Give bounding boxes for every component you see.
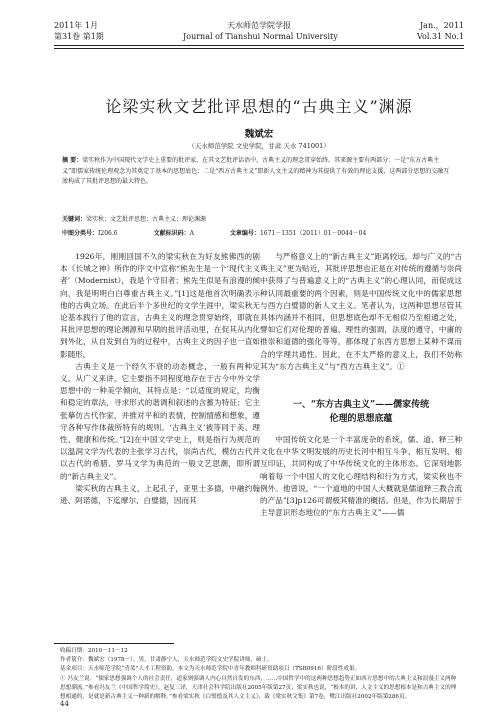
body-column-left (60, 251, 260, 507)
header-journal-cn: 天水师范学院学报 (226, 21, 291, 30)
footnote-1: ① 冯友兰说：“儒家思想强调个人的社会责任，道家则强调人内心自然自发的东西，……中国哲学中的这两种思想趋势正如西方思想中的古典主义和浪漫主义两种思想潮流。”参看冯友兰《中国哲学简史》，赵复三译，天津社会科学院出版社2005年版第27页；梁实秋也说，“根本的讲，人文主义的思想根本是和古典主义的理想相通的，是就是新古典主义一种新的解释。”参看梁实秋《白璧德及其人文主义》，载《梁实秋文集》第7卷，鹭江出版社2002年版第286页。 (60, 675, 457, 701)
doc-code-label: 文献标识码： (153, 230, 190, 237)
section-heading-line1: 一、“东方古典主义”——儒家传统 (292, 400, 430, 410)
footnotes (60, 647, 460, 702)
header-journal-en: Journal of Tianshui Normal University (183, 32, 338, 41)
abstract-text: 梁实秋作为中国现代文学史上重要的批评家，在其文艺批评话语中，古典主义的理念贯穿始终。其来源主要有两部分：一是“东方古典主义”即儒家传统伦理观念为其奠定了基本的思想底色；二是“西方古典主义”即新人文主义的精神为其提供了有效的理论支援，这两部分思想的交融互渗构成了其批评思想的最大特色。 (62, 157, 450, 185)
section-heading-line2: 伦理的思想底蕴 (329, 414, 393, 424)
clc-label: 中图分类号： (62, 230, 99, 237)
article-no-value: 1671－1351（2011）01－0044－04 (259, 230, 367, 237)
header-volume: 第31卷 第1期 (54, 32, 104, 41)
received-date: 收稿日期：2010－11－12 (60, 648, 128, 654)
header-volume-en: Vol.31 No.1 (417, 32, 464, 41)
page-number: 44 (60, 700, 69, 708)
body-paragraph: 1926年，刚刚回国不久的梁实秋在为好友熊佛西的剧本《长城之神》所作的序文中宣称“熊先生是一个‘现代主义者’（Modernist），我是个守旧者；熊先生似是有浪漫的倾向，我是明明白白尊重古典主义。”[1]这是他首次明确表示他的古典立场。在此后半个多世纪的文学生涯中，梁实秋无论基本践行了他的宣言，古典主义的理念贯穿始终，即就在其批评思想的理论渊源和早期的批评活动里，在促其从内化到外化，从自发到自为的过程中，古典主义的因子也一直如影随形。 (60, 252, 260, 359)
article-title: 论梁实秋文艺批评思想的“古典主义”渊源 (105, 97, 413, 116)
body-paragraph: 古典主义是一个经久不衰的动态概念，一般有两种定义。从广义来讲，它主要指不同程度地存在于古今中外文学思想中的一种美学倾向，其特点是：“以适度的规定，均衡和稳定的章法，寻求形式的谐调和叙述的含蓄为特征；它主张摹仿古代作家，并推对平和的表情，控制情感和想象，遵守各种写作体裁所特有的规则。‘古典主义’被等同于美、理性、健康和传统。”[2]在中国文学史上，则是指行为规范的以温润文学为代表的主张学习古代，崇尚古代，模仿古代并以古代的希腊、罗马文学为典范的一般文艺思潮，即所谓的“新古典主义”。 (60, 361, 260, 481)
keywords-text: 梁实秋；文艺批评思想；古典主义；理论渊源 (86, 216, 207, 223)
classification-line (62, 228, 462, 237)
article-no-label: 文章编号： (229, 230, 260, 237)
body-column-right-top (260, 251, 462, 373)
clc-value: I206.6 (98, 230, 118, 237)
keywords (62, 215, 450, 225)
body-paragraph: 中国传统文化是一个丰富庞杂的系统，儒、道、释三种文化在中华文明发展的历史长河中相互斗争、相互发明、相互印证，共同构成了中华传统文化的主体形态。它深刻地影响着每一个中国人的文化心理结构和行为方式，梁实秋也不例外。他曾说，“一个道地的中国人大概就是儒道释三教合流的产品”[3]p126可谓极其精准的概括。但是，作为长期居于主导意识形态地位的“东方古典主义”——儒 (260, 435, 462, 518)
doc-code-value: A (189, 230, 194, 237)
keywords-label: 关键词： (62, 216, 87, 223)
section-heading (260, 398, 462, 426)
header-date: 2011年 1月 (54, 21, 98, 30)
author-name: 魏斌宏 (244, 129, 274, 140)
abstract-label: 摘 要： (62, 157, 83, 164)
header-date-en: Jan.，2011 (419, 21, 464, 30)
fund-info: 基金项目：天水师范学院“青蓝”人才工程资助，本文为天水师范学院中青年教师科研资助项目（TSB0916）阶段性成果。 (60, 666, 361, 673)
header-rule-thick (54, 45, 464, 46)
abstract (62, 156, 450, 188)
author-info: 作者简介：魏斌宏（1978－），男，甘肃静宁人，天水师范学院文史学院讲师，硕士。 (60, 657, 273, 664)
running-header (54, 20, 464, 42)
body-paragraph: 梁实秋的古典主义，上起孔子，亚里士多德，中融约翰逊、阿诺德，下迄摩尔、白璧德，因而其 (60, 483, 260, 506)
body-column-right-bottom (260, 434, 462, 519)
footnote-rule (54, 643, 174, 644)
author-affiliation: （天水师范学院 文史学院，甘肃 天水 741001） (188, 142, 330, 150)
body-paragraph: 与严格意义上的“新古典主义”距离较远，却与广义的“古典主义”更为贴近，其批评思想也正是在对传统的遵循与崇尚中获得了与普遍意义上的“古典主义”的心理认同，而促成这种认同最重要的两个因素，则是中国传统文化中的儒家思想与西方白璧德的新人文主义。笔者认为，这两种思想尽管其具体内涵并不相同，但思想底色却不无相似乃至相通之处，譬如它们对伦理的普遍、理性的强调，法度的遵守，中庸的推崇和道德的强化等等，都体现了东西方思想上某种不谋而合的学理共通性。因此，在不太严格的意义上，我们不妨称其为“东方古典主义”与“西方古典主义”。① (260, 252, 462, 371)
header-rule-thin (54, 48, 464, 49)
